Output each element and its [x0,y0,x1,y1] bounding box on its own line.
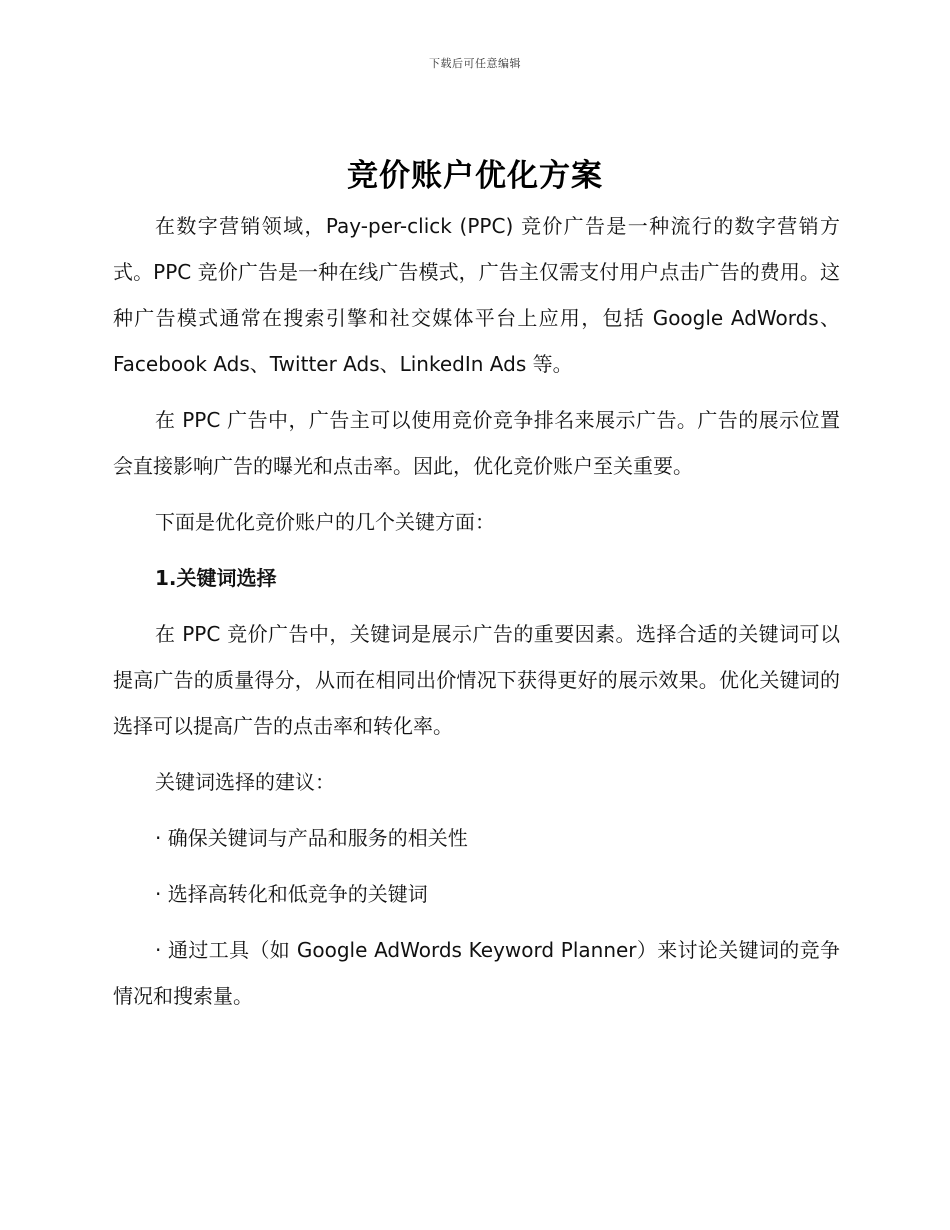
paragraph-keyword-importance: 在 PPC 竞价广告中，关键词是展示广告的重要因素。选择合适的关键词可以提高广告的质量得分，从而在相同出价情况下获得更好的展示效果。优化关键词的选择可以提高广告的点击率和转化率。 [113,622,840,738]
paragraph-intro: 在数字营销领域，Pay-per-click (PPC) 竞价广告是一种流行的数字营销方式。PPC 竞价广告是一种在线广告模式，广告主仅需支付用户点击广告的费用。这种广告模式通常在搜索引擎和社交媒体平台上应用，包括 Google AdWords、Facebook Ads、Twitter Ads、LinkedIn Ads 等。 [113,214,840,376]
paragraph-ranking: 在 PPC 广告中，广告主可以使用竞价竞争排名来展示广告。广告的展示位置会直接影响广告的曝光和点击率。因此，优化竞价账户至关重要。 [113,408,840,478]
section-heading-keyword-selection: 1.关键词选择 [155,566,277,590]
header-note: 下载后可任意编辑 [429,57,521,70]
paragraph-key-aspects: 下面是优化竞价账户的几个关键方面： [155,510,495,534]
document-title: 竞价账户优化方案 [347,158,603,194]
bullet-relevance: · 确保关键词与产品和服务的相关性 [155,826,468,850]
document-body [113,203,840,1029]
paragraph-suggestions-intro: 关键词选择的建议： [155,770,335,794]
bullet-tools: · 通过工具（如 Google AdWords Keyword Planner）来讨论关键词的竞争情况和搜索量。 [113,938,840,1008]
bullet-conversion: · 选择高转化和低竞争的关键词 [155,882,428,906]
